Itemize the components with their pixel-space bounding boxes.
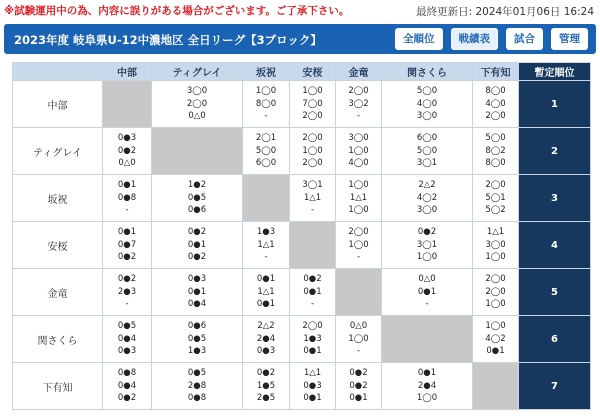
match-score: 0●1: [417, 286, 437, 297]
match-result-cell: [243, 316, 290, 363]
match-score: 1●5: [256, 380, 276, 391]
match-score: 2◯0: [348, 227, 369, 238]
match-score: 0●8: [117, 192, 137, 203]
provisional-rank: 6: [519, 316, 591, 363]
match-result-cell: [382, 222, 473, 269]
match-result-cell: [243, 269, 290, 316]
match-score: 5◯0: [485, 133, 506, 144]
column-header-team: 関さくら: [382, 63, 473, 81]
column-header-team: 金竜: [336, 63, 382, 81]
match-score: 0●1: [187, 239, 207, 250]
match-result-cell: [290, 363, 336, 410]
last-updated: 最終更新日: 2024年01月06日 16:24: [416, 6, 594, 18]
match-score: 1◯0: [348, 180, 369, 191]
match-score: 1●3: [256, 227, 276, 238]
match-score: 0●1: [303, 286, 322, 297]
match-result-cell: [152, 81, 243, 128]
match-score: 1◯0: [348, 239, 369, 250]
match-result-cell: [336, 222, 382, 269]
match-score: 5◯2: [485, 205, 506, 216]
match-result-cell: [336, 128, 382, 175]
match-score: 4◯0: [485, 98, 506, 109]
match-score: 0●1: [349, 393, 368, 404]
match-score: 6◯0: [255, 158, 277, 169]
match-result-cell: [473, 316, 519, 363]
match-score: 1△1: [349, 192, 368, 203]
match-score: 0●5: [187, 368, 207, 379]
match-score: 3◯1: [302, 180, 323, 191]
match-result-cell: [473, 175, 519, 222]
match-result-cell: [152, 316, 243, 363]
match-score: 0●2: [117, 145, 137, 156]
match-score: 3◯1: [416, 158, 438, 169]
match-score: 0●1: [256, 274, 276, 285]
column-header-team: ティグレイ: [152, 63, 243, 81]
match-score: 1◯0: [485, 252, 506, 263]
match-score: 0●2: [256, 368, 276, 379]
match-score: 5◯0: [416, 145, 438, 156]
match-score: 0△0: [349, 321, 368, 332]
match-score: 4◯2: [485, 333, 506, 344]
match-score: 0●5: [187, 192, 207, 203]
match-score: 1◯0: [302, 145, 323, 156]
match-score: 1△1: [303, 368, 322, 379]
match-score: 1◯0: [348, 205, 369, 216]
team-row: [13, 316, 591, 363]
match-score: -: [356, 111, 361, 122]
match-score: 0●6: [187, 205, 207, 216]
row-team-name: 下有知: [13, 363, 103, 410]
match-result-cell: [473, 269, 519, 316]
provisional-rank: 5: [519, 269, 591, 316]
match-score: 0●3: [303, 380, 322, 391]
match-result-cell: [103, 222, 152, 269]
notice-bar: [0, 0, 600, 22]
match-result-cell: [152, 363, 243, 410]
column-header-team: 下有知: [473, 63, 519, 81]
match-result-cell: [336, 81, 382, 128]
team-row: [13, 222, 591, 269]
match-result-cell: [243, 363, 290, 410]
match-score: 0●3: [117, 133, 137, 144]
self-match-cell: [290, 222, 336, 269]
match-score: 3◯2: [348, 98, 369, 109]
match-score: 2●4: [417, 380, 437, 391]
match-score: 0●1: [187, 286, 207, 297]
match-score: 0●4: [117, 380, 137, 391]
match-result-cell: [243, 222, 290, 269]
match-score: 1●2: [187, 180, 207, 191]
match-score: 0●1: [303, 346, 322, 357]
match-score: -: [356, 346, 361, 357]
match-score: 0●3: [187, 274, 207, 285]
page-title: 2023年度 岐阜県U-12中濃地区 全日リーグ【3ブロック】: [14, 33, 322, 47]
row-team-name: 関さくら: [13, 316, 103, 363]
match-result-cell: [103, 175, 152, 222]
match-score: 0●1: [417, 368, 437, 379]
match-score: 1◯0: [348, 333, 369, 344]
match-score: 2△2: [257, 321, 275, 332]
match-score: 0△0: [418, 274, 436, 285]
row-team-name: ティグレイ: [13, 128, 103, 175]
provisional-rank: 2: [519, 128, 591, 175]
match-score: 0●2: [117, 393, 137, 404]
match-result-cell: [336, 175, 382, 222]
self-match-cell: [243, 175, 290, 222]
match-score: 2◯0: [485, 111, 506, 122]
match-result-cell: [290, 316, 336, 363]
match-score: 5◯1: [485, 192, 506, 203]
self-match-cell: [152, 128, 243, 175]
row-team-name: 安桜: [13, 222, 103, 269]
match-score: 0●4: [187, 299, 207, 310]
match-score: 1△1: [486, 227, 505, 238]
match-score: 2●3: [117, 286, 137, 297]
match-score: 0●8: [117, 368, 137, 379]
match-score: 8◯0: [485, 158, 506, 169]
match-result-cell: [152, 269, 243, 316]
match-result-cell: [382, 128, 473, 175]
match-score: 1◯0: [255, 86, 277, 97]
row-team-name: 中部: [13, 81, 103, 128]
nav-buttons: [395, 28, 588, 50]
match-result-cell: [243, 81, 290, 128]
match-score: 2◯0: [302, 111, 323, 122]
results-grid: [12, 62, 591, 410]
match-score: 0●2: [417, 227, 437, 238]
match-result-cell: [290, 269, 336, 316]
match-score: 2△2: [418, 180, 436, 191]
column-header-team: 安桜: [290, 63, 336, 81]
match-score: 6◯0: [416, 133, 438, 144]
nav-matches-button[interactable]: 試合: [506, 28, 543, 50]
provisional-rank: 1: [519, 81, 591, 128]
team-row: [13, 81, 591, 128]
self-match-cell: [336, 269, 382, 316]
match-score: -: [425, 299, 429, 310]
match-score: 0●1: [117, 180, 137, 191]
match-result-cell: [290, 128, 336, 175]
self-match-cell: [473, 363, 519, 410]
page-header: [4, 24, 596, 54]
match-score: 2◯0: [186, 98, 208, 109]
provisional-rank: 3: [519, 175, 591, 222]
match-score: -: [264, 252, 268, 263]
match-score: -: [264, 111, 268, 122]
match-score: 1△1: [257, 286, 275, 297]
match-result-cell: [290, 175, 336, 222]
match-score: 0●2: [187, 227, 207, 238]
match-score: 2◯0: [302, 133, 323, 144]
match-result-cell: [243, 128, 290, 175]
match-score: 1◯0: [416, 393, 438, 404]
match-score: 5◯0: [255, 145, 277, 156]
match-score: 1◯0: [416, 252, 438, 263]
provisional-rank-header: 暫定順位: [519, 63, 591, 81]
match-score: 0●8: [187, 393, 207, 404]
match-result-cell: [336, 316, 382, 363]
match-score: 1◯0: [485, 299, 506, 310]
nav-overall-ranking-button[interactable]: 全順位: [395, 28, 443, 50]
match-score: 3◯0: [485, 239, 506, 250]
match-score: 4◯0: [348, 158, 369, 169]
match-score: -: [310, 205, 315, 216]
match-score: 2◯0: [485, 180, 506, 191]
match-score: 2◯0: [302, 321, 323, 332]
match-result-cell: [103, 269, 152, 316]
match-score: 0●1: [486, 346, 505, 357]
match-score: 0●4: [117, 333, 137, 344]
match-result-cell: [473, 222, 519, 269]
match-score: 0●2: [349, 380, 368, 391]
match-score: -: [356, 252, 361, 263]
match-score: 3◯0: [348, 133, 369, 144]
match-score: 0●6: [187, 321, 207, 332]
provisional-rank: 4: [519, 222, 591, 269]
match-result-cell: [382, 269, 473, 316]
match-score: 0●3: [117, 346, 137, 357]
match-score: 8◯2: [485, 145, 506, 156]
match-score: 3◯0: [186, 86, 208, 97]
match-score: 3◯0: [416, 205, 438, 216]
match-result-cell: [103, 316, 152, 363]
team-row: [13, 128, 591, 175]
match-score: 2●8: [187, 380, 207, 391]
match-score: 0△0: [188, 111, 206, 122]
match-score: 0●1: [117, 227, 137, 238]
match-score: 2◯1: [255, 133, 277, 144]
match-score: 2◯0: [302, 158, 323, 169]
row-team-name: 坂祝: [13, 175, 103, 222]
corner-cell: [13, 63, 103, 81]
match-score: 0△0: [118, 158, 136, 169]
match-result-cell: [152, 222, 243, 269]
match-result-cell: [103, 363, 152, 410]
match-score: 0●2: [349, 368, 368, 379]
match-score: 0●7: [117, 239, 137, 250]
self-match-cell: [382, 316, 473, 363]
match-score: 7◯0: [302, 98, 323, 109]
match-score: -: [310, 299, 315, 310]
column-header-team: 坂祝: [243, 63, 290, 81]
match-result-cell: [382, 363, 473, 410]
match-result-cell: [290, 81, 336, 128]
match-score: 1◯0: [302, 86, 323, 97]
match-score: 8◯0: [485, 86, 506, 97]
match-score: 1●3: [187, 346, 207, 357]
match-score: 8◯0: [255, 98, 277, 109]
match-score: 0●2: [303, 274, 322, 285]
team-row: [13, 269, 591, 316]
match-score: 0●3: [256, 346, 276, 357]
match-score: 5◯0: [416, 86, 438, 97]
match-score: 2◯0: [348, 86, 369, 97]
match-score: 1●3: [303, 333, 322, 344]
match-score: -: [125, 205, 129, 216]
match-score: 3◯1: [416, 239, 438, 250]
match-score: 2●4: [256, 333, 276, 344]
match-score: 2◯0: [485, 286, 506, 297]
nav-admin-button[interactable]: 管理: [551, 28, 588, 50]
row-team-name: 金竜: [13, 269, 103, 316]
match-score: 2●5: [256, 393, 276, 404]
provisional-rank: 7: [519, 363, 591, 410]
match-score: 0●5: [117, 321, 137, 332]
match-score: 4◯2: [416, 192, 438, 203]
self-match-cell: [103, 81, 152, 128]
team-row: [13, 363, 591, 410]
match-result-cell: [473, 81, 519, 128]
grid-body: [13, 81, 591, 410]
nav-results-table-button[interactable]: 戦績表: [451, 28, 499, 50]
match-result-cell: [152, 175, 243, 222]
team-row: [13, 175, 591, 222]
column-header-team: 中部: [103, 63, 152, 81]
match-score: 1◯0: [348, 145, 369, 156]
match-score: 0●2: [117, 252, 137, 263]
match-score: 1◯0: [485, 321, 506, 332]
match-result-cell: [336, 363, 382, 410]
match-result-cell: [473, 128, 519, 175]
match-result-cell: [382, 175, 473, 222]
match-score: 0●2: [117, 274, 137, 285]
header-row: [13, 63, 591, 81]
match-score: 1△1: [257, 239, 275, 250]
match-score: 3◯0: [416, 111, 438, 122]
match-score: 0●2: [187, 252, 207, 263]
match-score: 4◯0: [416, 98, 438, 109]
match-score: 0●1: [256, 299, 276, 310]
match-result-cell: [103, 128, 152, 175]
match-score: -: [125, 299, 129, 310]
trial-notice: ※試験運用中の為、内容に誤りがある場合がございます。ご了承下さい。: [4, 5, 350, 17]
match-score: 1△1: [303, 192, 322, 203]
match-result-cell: [382, 81, 473, 128]
match-score: 0●5: [187, 333, 207, 344]
match-score: 2◯0: [485, 274, 506, 285]
match-score: 0●1: [303, 393, 322, 404]
